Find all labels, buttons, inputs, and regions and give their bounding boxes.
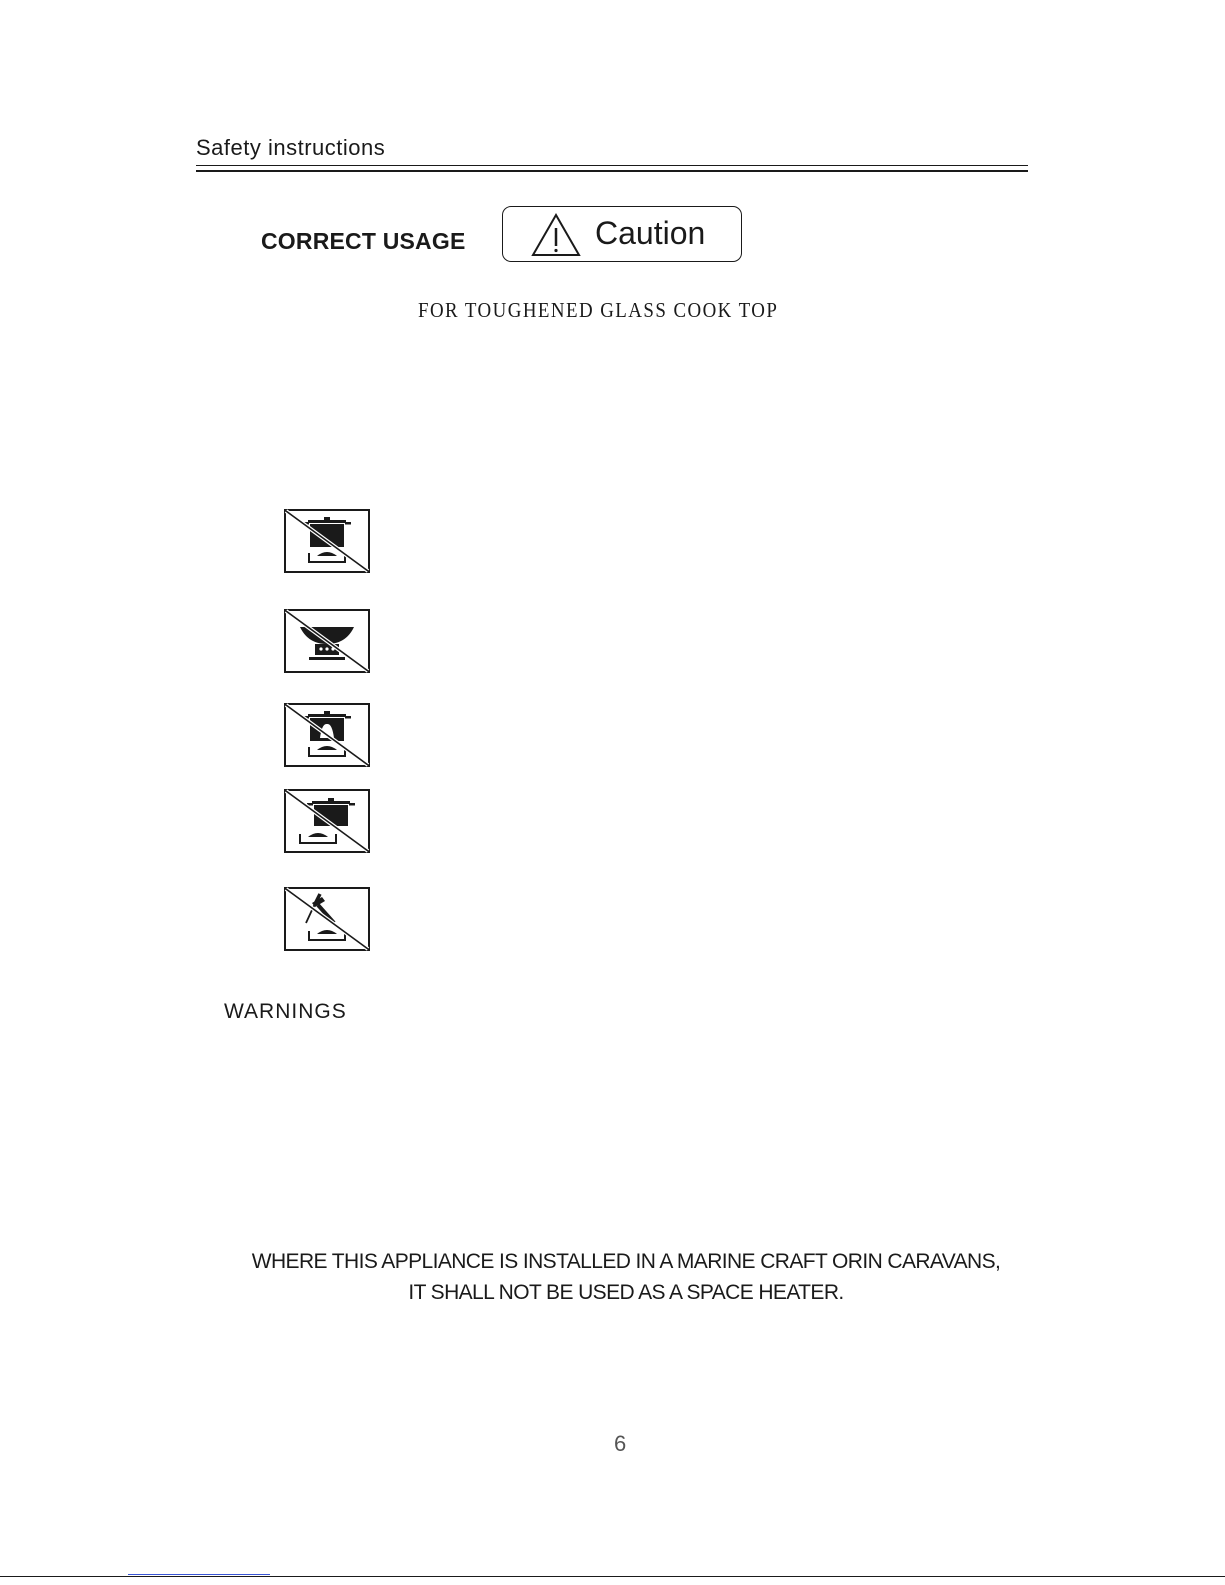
header-rule-thick [196,170,1028,172]
no-pressure-cooker-icon [284,703,370,767]
cooktop-subtitle: FOR TOUGHENED GLASS COOK TOP [418,298,779,322]
warning-triangle-icon [530,212,582,258]
bottom-link-underline[interactable] [128,1574,270,1575]
caution-label: Caution [595,215,706,251]
notice-line-1: WHERE THIS APPLIANCE IS INSTALLED IN A MARINE CRAFT ORIN CARAVANS, [251,1250,1001,1273]
section-title: Safety instructions [196,135,386,160]
correct-usage-title: CORRECT USAGE [261,228,466,254]
no-wok-icon [284,609,370,673]
no-off-center-pot-icon [284,789,370,853]
page-number: 6 [614,1431,627,1456]
header-rule-thin [196,165,1028,166]
notice-line-2: IT SHALL NOT BE USED AS A SPACE HEATER. [408,1281,844,1304]
caution-badge [502,206,742,262]
warnings-title: WARNINGS [224,1000,347,1023]
marine-caravan-notice [196,1246,1056,1308]
no-tools-on-glass-icon [284,887,370,951]
bottom-rule [0,1576,1225,1577]
no-large-pot-icon [284,509,370,573]
